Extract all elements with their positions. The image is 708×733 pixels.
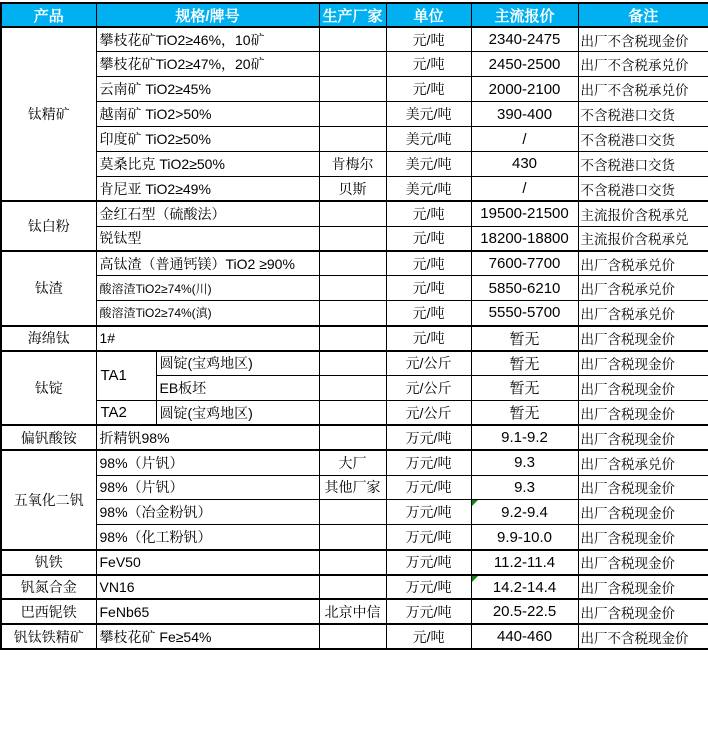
product-cell xyxy=(1,624,96,649)
note-cell xyxy=(578,326,708,351)
product-cell xyxy=(1,326,96,351)
note-cell-text: 不含税港口交货 xyxy=(580,108,676,124)
manufacturer-cell xyxy=(319,599,386,624)
manufacturer-cell xyxy=(319,102,386,127)
header-row xyxy=(1,3,708,27)
note-cell xyxy=(578,201,708,226)
note-cell-text: 出厂含税现金价 xyxy=(580,605,676,621)
product-cell xyxy=(1,575,96,600)
unit-cell xyxy=(386,102,471,127)
spec-cell-text: 锐钛型 xyxy=(99,230,142,247)
note-cell xyxy=(578,525,708,550)
price-cell xyxy=(471,400,578,425)
spec-cell xyxy=(96,52,319,77)
spec-cell-text: 攀枝花矿 Fe≥54% xyxy=(99,628,212,645)
table-row xyxy=(1,475,708,500)
price-cell xyxy=(471,301,578,326)
col-header-product: 产品 xyxy=(1,3,96,27)
note-cell xyxy=(578,27,708,52)
manufacturer-cell-text: 北京中信 xyxy=(324,603,381,620)
unit-cell-text: 万元/吨 xyxy=(405,579,452,596)
manufacturer-cell xyxy=(319,226,386,251)
col-header-note: 备注 xyxy=(578,3,708,27)
unit-cell xyxy=(386,27,471,52)
unit-cell xyxy=(386,351,471,376)
spec-cell-text: 酸溶渣TiO2≥74%(滇) xyxy=(99,306,212,321)
note-cell xyxy=(578,500,708,525)
spec-cell xyxy=(96,624,319,649)
product-cell-text: 五氧化二钒 xyxy=(13,491,84,508)
unit-cell xyxy=(386,201,471,226)
spec-cell xyxy=(156,351,319,376)
manufacturer-cell xyxy=(319,575,386,600)
comment-flag-icon xyxy=(472,500,478,506)
unit-cell-text: 美元/吨 xyxy=(405,106,452,123)
product-cell-text: 钛精矿 xyxy=(27,106,70,123)
manufacturer-cell xyxy=(319,425,386,450)
note-cell xyxy=(578,599,708,624)
product-cell xyxy=(1,599,96,624)
table-row xyxy=(1,151,708,176)
spec-cell-text: 莫桑比克 TiO2≥50% xyxy=(99,155,225,172)
table-row xyxy=(1,301,708,326)
unit-cell-text: 美元/吨 xyxy=(405,131,452,147)
unit-cell-text: 万元/吨 xyxy=(405,479,452,496)
grade-cell xyxy=(96,400,156,425)
unit-cell-text: 万元/吨 xyxy=(405,454,452,471)
grade-cell-text: TA1 xyxy=(100,367,127,385)
spec-cell-text: 印度矿 TiO2≥50% xyxy=(99,131,211,147)
note-cell xyxy=(578,151,708,176)
unit-cell-text: 万元/吨 xyxy=(405,529,452,545)
unit-cell-text: 元/吨 xyxy=(412,205,445,222)
spec-cell xyxy=(96,550,319,575)
table-row xyxy=(1,326,708,351)
spec-cell xyxy=(96,176,319,201)
note-cell-text: 出厂含税现金价 xyxy=(580,531,676,546)
table-row xyxy=(1,500,708,525)
spec-cell-text: 98%（冶金粉钒） xyxy=(99,504,212,521)
col-header-unit: 单位 xyxy=(386,3,471,27)
unit-cell xyxy=(386,475,471,500)
unit-cell-text: 元/吨 xyxy=(412,230,445,247)
manufacturer-cell xyxy=(319,351,386,376)
price-cell-text: 18200-18800 xyxy=(480,229,569,247)
spec-cell-text: 攀枝花矿TiO2≥46%，10矿 xyxy=(99,31,265,48)
note-cell xyxy=(578,301,708,326)
spec-cell-text: 云南矿 TiO2≥45% xyxy=(99,81,211,98)
price-cell-text: 390-400 xyxy=(496,105,553,123)
price-cell-text: 2000-2100 xyxy=(488,80,561,98)
manufacturer-cell xyxy=(319,326,386,351)
note-cell xyxy=(578,624,708,649)
col-header-spec: 规格/牌号 xyxy=(96,3,319,27)
manufacturer-cell xyxy=(319,77,386,102)
price-cell xyxy=(471,599,578,624)
price-cell-text: 2450-2500 xyxy=(488,55,561,73)
unit-cell xyxy=(386,425,471,450)
manufacturer-cell xyxy=(319,52,386,77)
spec-cell-text: FeV50 xyxy=(99,554,141,571)
price-cell-text: 9.2-9.4 xyxy=(501,503,548,521)
table-row xyxy=(1,425,708,450)
note-cell-text: 出厂不含税现金价 xyxy=(580,33,689,49)
table-row xyxy=(1,27,708,52)
note-cell xyxy=(578,226,708,251)
spec-cell-text: 1# xyxy=(99,330,116,347)
spec-cell xyxy=(96,201,319,226)
product-cell xyxy=(1,351,96,426)
product-cell xyxy=(1,450,96,550)
note-cell-text: 主流报价含税承兑 xyxy=(580,207,689,223)
price-cell xyxy=(471,375,578,400)
unit-cell xyxy=(386,624,471,649)
note-cell-text: 出厂含税承兑价 xyxy=(580,456,676,472)
price-cell xyxy=(471,251,578,276)
product-cell-text: 钒钛铁精矿 xyxy=(13,628,84,645)
price-cell-text: 暂无 xyxy=(509,355,540,373)
manufacturer-cell xyxy=(319,27,386,52)
price-cell xyxy=(471,425,578,450)
product-cell xyxy=(1,201,96,251)
page xyxy=(0,2,708,650)
note-cell xyxy=(578,550,708,575)
note-cell-text: 出厂含税现金价 xyxy=(580,506,676,522)
table-row xyxy=(1,575,708,600)
note-cell-text: 出厂含税现金价 xyxy=(580,581,676,597)
note-cell-text: 出厂含税现金价 xyxy=(580,406,676,422)
unit-cell xyxy=(386,301,471,326)
table-row xyxy=(1,400,708,425)
col-header-price: 主流报价 xyxy=(471,3,578,27)
note-cell xyxy=(578,351,708,376)
table-row xyxy=(1,251,708,276)
col-header-manufacturer: 生产厂家 xyxy=(319,3,386,27)
table-row xyxy=(1,77,708,102)
note-cell-text: 出厂不含税现金价 xyxy=(580,630,689,646)
note-cell-text: 出厂含税现金价 xyxy=(580,381,676,397)
unit-cell xyxy=(386,575,471,600)
spec-cell xyxy=(96,599,319,624)
price-cell-text: 9.3 xyxy=(514,454,535,472)
manufacturer-cell xyxy=(319,176,386,201)
unit-cell xyxy=(386,276,471,301)
manufacturer-cell xyxy=(319,201,386,226)
price-cell xyxy=(471,27,578,52)
note-cell xyxy=(578,102,708,127)
manufacturer-cell xyxy=(319,127,386,152)
spec-cell-text: 金红石型（硫酸法） xyxy=(99,205,226,222)
manufacturer-cell xyxy=(319,400,386,425)
spec-cell xyxy=(96,301,319,326)
note-cell xyxy=(578,575,708,600)
unit-cell xyxy=(386,599,471,624)
price-cell xyxy=(471,475,578,500)
note-cell xyxy=(578,77,708,102)
note-cell-text: 不含税港口交货 xyxy=(580,133,676,148)
price-cell-text: 430 xyxy=(512,155,538,173)
unit-cell xyxy=(386,450,471,475)
product-cell-text: 钒铁 xyxy=(34,554,63,571)
spec-cell-text: 酸溶渣TiO2≥74%(川) xyxy=(99,281,212,296)
spec-cell-text: 98%（片钒） xyxy=(99,479,184,496)
table-row xyxy=(1,52,708,77)
price-cell-text: 暂无 xyxy=(509,380,540,398)
note-cell-text: 出厂含税现金价 xyxy=(580,332,676,348)
manufacturer-cell xyxy=(319,550,386,575)
table-row xyxy=(1,276,708,301)
unit-cell xyxy=(386,400,471,425)
product-cell-text: 巴西铌铁 xyxy=(20,603,77,620)
note-cell-text: 出厂不含税承兑价 xyxy=(580,83,689,99)
product-cell xyxy=(1,550,96,575)
spec-cell xyxy=(156,400,319,425)
spec-cell-text: 圆锭(宝鸡地区) xyxy=(159,355,253,372)
price-cell xyxy=(471,127,578,152)
note-cell xyxy=(578,450,708,475)
note-cell-text: 出厂含税现金价 xyxy=(580,481,676,497)
manufacturer-cell xyxy=(319,151,386,176)
spec-cell-text: 越南矿 TiO2>50% xyxy=(99,106,212,123)
manufacturer-cell xyxy=(319,375,386,400)
grade-cell-text: TA2 xyxy=(100,404,127,422)
spec-cell xyxy=(96,226,319,251)
note-cell-text: 不含税港口交货 xyxy=(580,157,676,173)
product-cell xyxy=(1,425,96,450)
unit-cell xyxy=(386,525,471,550)
spec-cell-text: VN16 xyxy=(99,579,135,596)
price-cell-text: 440-460 xyxy=(496,628,553,646)
price-cell xyxy=(471,500,578,525)
note-cell xyxy=(578,276,708,301)
manufacturer-cell xyxy=(319,251,386,276)
spec-cell xyxy=(96,525,319,550)
note-cell xyxy=(578,425,708,450)
unit-cell-text: 元/吨 xyxy=(412,56,445,73)
manufacturer-cell-text: 贝斯 xyxy=(338,180,367,197)
unit-cell-text: 元/公斤 xyxy=(405,355,452,372)
unit-cell xyxy=(386,500,471,525)
unit-cell-text: 元/公斤 xyxy=(405,379,452,396)
spec-cell xyxy=(96,77,319,102)
unit-cell xyxy=(386,550,471,575)
price-cell xyxy=(471,326,578,351)
note-cell-text: 不含税港口交货 xyxy=(580,182,676,198)
unit-cell-text: 元/吨 xyxy=(412,280,445,297)
spec-cell xyxy=(96,425,319,450)
price-table-body xyxy=(1,27,708,649)
price-cell xyxy=(471,77,578,102)
unit-cell-text: 元/吨 xyxy=(412,304,445,321)
price-cell xyxy=(471,450,578,475)
table-row xyxy=(1,127,708,152)
price-cell-text: 7600-7700 xyxy=(488,255,561,273)
unit-cell-text: 元/吨 xyxy=(412,628,445,645)
unit-cell xyxy=(386,77,471,102)
spec-cell xyxy=(96,251,319,276)
price-cell-text: 暂无 xyxy=(509,405,540,423)
unit-cell-text: 万元/吨 xyxy=(405,603,452,620)
note-cell xyxy=(578,375,708,400)
note-cell-text: 出厂含税现金价 xyxy=(580,556,676,572)
unit-cell-text: 万元/吨 xyxy=(405,429,452,446)
spec-cell xyxy=(96,276,319,301)
spec-cell-text: 98%（化工粉钒） xyxy=(99,529,212,545)
spec-cell-text: 攀枝花矿TiO2≥47%，20矿 xyxy=(99,56,265,73)
price-cell-text: 9.3 xyxy=(514,478,535,496)
table-row xyxy=(1,201,708,226)
unit-cell xyxy=(386,251,471,276)
manufacturer-cell-text: 大厂 xyxy=(338,454,367,471)
spec-cell-text: EB板坯 xyxy=(159,379,207,396)
price-cell xyxy=(471,52,578,77)
price-cell xyxy=(471,176,578,201)
price-cell-text: 暂无 xyxy=(509,330,540,348)
price-cell xyxy=(471,575,578,600)
unit-cell-text: 元/吨 xyxy=(412,31,445,48)
spec-cell xyxy=(96,575,319,600)
spec-cell-text: 肯尼亚 TiO2≥49% xyxy=(99,180,211,197)
note-cell-text: 主流报价含税承兑 xyxy=(580,232,689,248)
price-cell-text: 5850-6210 xyxy=(488,279,561,297)
price-cell xyxy=(471,102,578,127)
unit-cell xyxy=(386,226,471,251)
manufacturer-cell xyxy=(319,475,386,500)
manufacturer-cell xyxy=(319,525,386,550)
manufacturer-cell-text: 肯梅尔 xyxy=(331,155,374,172)
spec-cell-text: 折精钒98% xyxy=(99,429,170,446)
price-cell-text: 11.2-11.4 xyxy=(493,553,556,571)
price-cell-text: 14.2-14.4 xyxy=(492,578,557,596)
note-cell-text: 出厂含税现金价 xyxy=(580,357,676,373)
product-cell-text: 海绵钛 xyxy=(27,330,70,347)
table-row xyxy=(1,450,708,475)
table-row xyxy=(1,550,708,575)
unit-cell-text: 元/吨 xyxy=(412,255,445,272)
price-table xyxy=(0,2,708,650)
unit-cell-text: 元/吨 xyxy=(412,330,445,347)
product-cell-text: 钛渣 xyxy=(34,280,63,297)
manufacturer-cell xyxy=(319,500,386,525)
spec-cell xyxy=(156,375,319,400)
spec-cell xyxy=(96,27,319,52)
spec-cell xyxy=(96,127,319,152)
spec-cell xyxy=(96,475,319,500)
note-cell-text: 出厂不含税承兑价 xyxy=(580,58,689,74)
grade-cell xyxy=(96,351,156,401)
spec-cell-text: 圆锭(宝鸡地区) xyxy=(159,404,253,421)
price-cell-text: 2340-2475 xyxy=(488,31,561,49)
price-cell xyxy=(471,226,578,251)
unit-cell xyxy=(386,52,471,77)
note-cell-text: 出厂含税承兑价 xyxy=(580,257,676,273)
spec-cell xyxy=(96,102,319,127)
product-cell-text: 偏钒酸铵 xyxy=(20,429,77,446)
unit-cell-text: 元/公斤 xyxy=(405,404,452,421)
comment-flag-icon xyxy=(472,576,478,582)
table-row xyxy=(1,624,708,649)
product-cell-text: 钒氮合金 xyxy=(20,579,77,596)
price-cell-text: 9.1-9.2 xyxy=(501,429,548,447)
manufacturer-cell xyxy=(319,276,386,301)
unit-cell-text: 美元/吨 xyxy=(405,155,452,172)
unit-cell xyxy=(386,127,471,152)
note-cell xyxy=(578,251,708,276)
note-cell xyxy=(578,127,708,152)
price-cell-text: 19500-21500 xyxy=(480,205,569,223)
unit-cell xyxy=(386,151,471,176)
price-cell xyxy=(471,201,578,226)
note-cell-text: 出厂含税承兑价 xyxy=(580,282,676,298)
note-cell xyxy=(578,475,708,500)
manufacturer-cell xyxy=(319,450,386,475)
table-row xyxy=(1,351,708,376)
price-cell xyxy=(471,151,578,176)
table-row xyxy=(1,525,708,550)
note-cell xyxy=(578,52,708,77)
product-cell xyxy=(1,251,96,326)
price-cell-text: / xyxy=(522,180,527,198)
unit-cell-text: 万元/吨 xyxy=(405,554,452,571)
price-cell xyxy=(471,525,578,550)
manufacturer-cell xyxy=(319,624,386,649)
note-cell-text: 出厂含税承兑价 xyxy=(580,306,676,322)
product-cell-text: 钛白粉 xyxy=(27,218,70,235)
price-cell-text: 9.9-10.0 xyxy=(496,528,553,546)
note-cell xyxy=(578,176,708,201)
spec-cell-text: 98%（片钒） xyxy=(99,454,184,471)
table-row xyxy=(1,102,708,127)
spec-cell xyxy=(96,151,319,176)
spec-cell xyxy=(96,500,319,525)
table-row xyxy=(1,176,708,201)
product-cell-text: 钛锭 xyxy=(34,379,63,396)
unit-cell-text: 元/吨 xyxy=(412,81,445,98)
price-cell-text: 20.5-22.5 xyxy=(492,603,557,621)
unit-cell-text: 美元/吨 xyxy=(405,180,452,197)
price-cell xyxy=(471,351,578,376)
spec-cell-text: 高钛渣（普通钙镁）TiO2 ≥90% xyxy=(99,255,295,272)
unit-cell xyxy=(386,176,471,201)
spec-cell xyxy=(96,326,319,351)
note-cell-text: 出厂含税现金价 xyxy=(580,431,676,447)
spec-cell-text: FeNb65 xyxy=(99,603,150,620)
price-cell xyxy=(471,276,578,301)
note-cell xyxy=(578,400,708,425)
manufacturer-cell xyxy=(319,301,386,326)
unit-cell xyxy=(386,375,471,400)
price-cell xyxy=(471,624,578,649)
product-cell xyxy=(1,27,96,201)
unit-cell xyxy=(386,326,471,351)
table-row xyxy=(1,226,708,251)
price-cell-text: 5550-5700 xyxy=(488,304,561,322)
manufacturer-cell-text: 其他厂家 xyxy=(324,479,381,496)
unit-cell-text: 万元/吨 xyxy=(405,504,452,521)
table-row xyxy=(1,599,708,624)
spec-cell xyxy=(96,450,319,475)
price-cell-text: / xyxy=(522,130,527,148)
price-cell xyxy=(471,550,578,575)
